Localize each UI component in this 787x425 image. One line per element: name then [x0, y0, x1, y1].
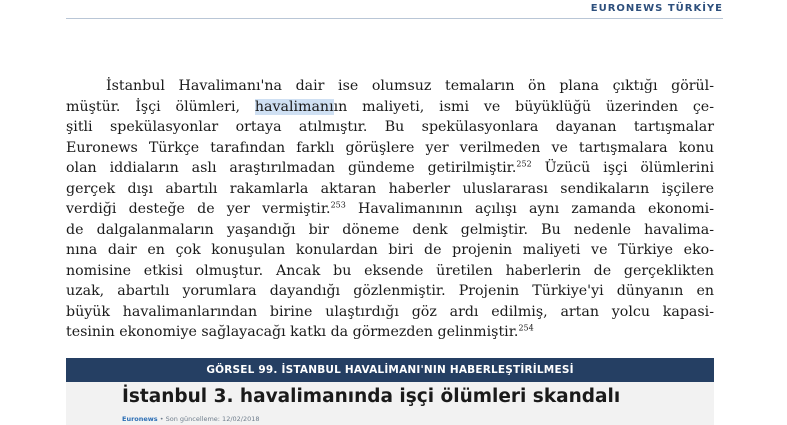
footnote-ref[interactable]: 254: [518, 323, 534, 333]
text-segment: tesinin ekonomiye sağlayacağı katkı da görmezden gelinmiştir.: [66, 324, 519, 340]
figure-headline: İstanbul 3. havalimanında işçi ölümleri skandalı: [122, 386, 621, 407]
text-segment: gerçek dışı abartılı rakamlarla aktaran haberler uluslararası sendikaların işçilere: [66, 180, 714, 197]
header-brand: EURONEWS TÜRKİYE: [590, 3, 723, 14]
text-line: [66, 281, 714, 302]
page-header: [66, 0, 723, 19]
text-segment: nomisine etkisi olmuştur. Ancak bu eksende üretilen haberlerin de gerçeklikten: [66, 262, 714, 279]
text-line: [66, 179, 714, 200]
text-line: [66, 117, 714, 138]
text-segment: Euronews Türkçe tarafından farklı görüşlere yer verilmeden ve tartışmalara konu: [66, 139, 714, 156]
text-line: [66, 261, 714, 282]
text-segment: Havalimanının açılışı aynı zamanda ekonomi-: [345, 201, 714, 217]
highlighted-word[interactable]: havalimanı: [254, 98, 334, 115]
text-segment: ın maliyeti, ismi ve büyüklüğü üzerinden çe-: [333, 98, 714, 115]
footnote-ref[interactable]: 252: [516, 159, 532, 169]
text-segment: verdiği desteğe de yer vermiştir.: [66, 201, 331, 217]
text-segment: nına dair en çok konuşulan konulardan biri de projenin maliyeti ve Türkiye eko-: [66, 242, 714, 258]
text-line: [66, 199, 714, 220]
text-line: [66, 76, 714, 97]
figure-caption: GÖRSEL 99. İSTANBUL HAVALİMANI'NIN HABERLEŞTİRİLMESİ: [66, 358, 714, 382]
text-line: [66, 138, 714, 159]
text-line: [66, 220, 714, 241]
source-meta: • Son güncelleme: 12/02/2018: [159, 415, 260, 423]
source-brand: Euronews: [122, 415, 158, 423]
text-segment: İstanbul Havalimanı'na dair ise olumsuz temaların ön plana çıktığı görül-: [106, 78, 714, 94]
text-segment: de dalgalanmaların yaşandığı bir döneme denk gelmiştir. Bu nedenle havalima-: [66, 221, 714, 238]
figure-screenshot: [66, 382, 714, 425]
text-segment: büyük havalimanlarından birine ulaştırdığı göz ardı edilmiş, artan yolcu kapasi-: [66, 303, 714, 320]
footnote-ref[interactable]: 253: [330, 200, 346, 210]
text-line: [66, 158, 714, 179]
text-segment: uzak, abartılı yorumlara dayandığı gözlenmiştir. Projenin Türkiye'yi dünyanın en: [66, 283, 714, 299]
body-paragraph: [66, 76, 714, 343]
text-segment: Üzücü işçi ölümlerini: [531, 160, 714, 176]
text-line: [66, 302, 714, 323]
figure-box: [66, 358, 714, 425]
text-line: [66, 97, 714, 118]
text-segment: olan iddiaların aslı araştırılmadan gündeme getirilmiştir.: [66, 160, 517, 176]
text-segment: müştür. İşçi ölümleri,: [66, 98, 255, 115]
figure-source: [122, 415, 260, 423]
text-line: [66, 240, 714, 261]
text-line: [66, 322, 714, 343]
text-segment: şitli spekülasyonlar ortaya atılmıştır. Bu spekülasyonlara dayanan tartışmalar: [66, 119, 714, 135]
